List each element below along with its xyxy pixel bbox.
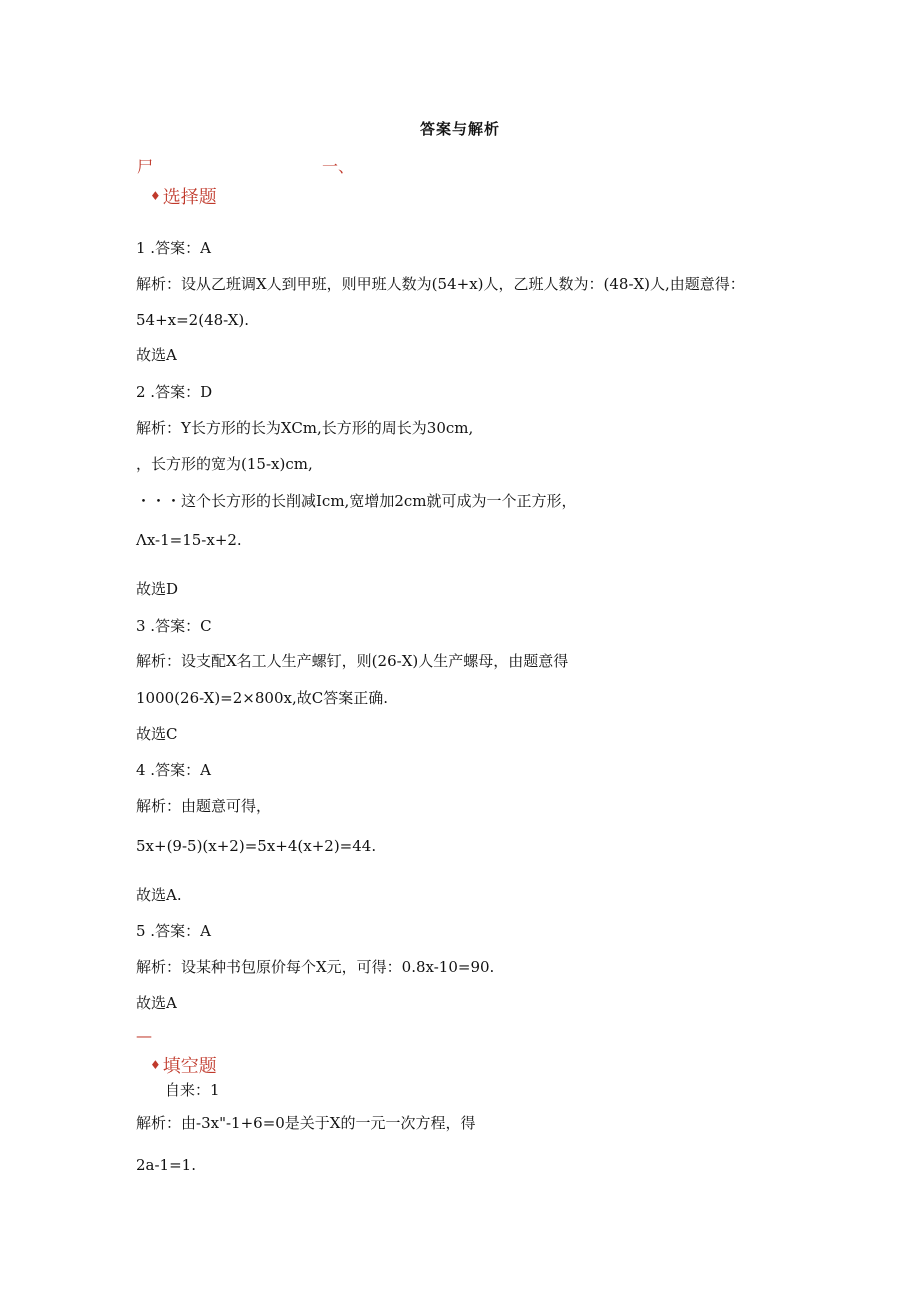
conclusion-line: 故选C xyxy=(136,725,178,743)
explanation-line: 解析：设某种书包原价每个X元，可得：0.8x-10=90. xyxy=(136,958,495,976)
answer-line: 1 .答案：A xyxy=(136,239,211,257)
section-heading-fill xyxy=(150,1052,217,1078)
explanation-line: 解析：设从乙班调X人到甲班，则甲班人数为(54+x)人，乙班人数为：(48-X)人,由题意得： xyxy=(136,275,745,293)
equation-line: 54+x=2(48-X). xyxy=(136,311,249,329)
page-title: 答案与解析 xyxy=(419,120,500,138)
answer-line: 自来：1 xyxy=(165,1081,220,1099)
explanation-line: ，长方形的宽为(15-x)cm, xyxy=(136,455,313,473)
conclusion-line: 故选A. xyxy=(136,886,182,904)
equation-line: Λx-1=15-x+2. xyxy=(136,531,242,549)
section-mark: 尸 xyxy=(137,157,154,176)
section-heading-label: 选择题 xyxy=(162,187,217,208)
conclusion-line: 故选A xyxy=(136,994,177,1012)
answer-line: 4 .答案：A xyxy=(136,761,211,779)
section-dash-mark: — xyxy=(136,1026,152,1045)
explanation-line: 解析：由题意可得， xyxy=(136,797,272,815)
explanation-line: ・・・这个长方形的长削减Icm,宽增加2cm就可成为一个正方形， xyxy=(136,492,577,510)
explanation-line: 解析：由-3x"-1+6=0是关于X的一元一次方程，得 xyxy=(136,1114,476,1132)
answer-line: 5 .答案：A xyxy=(136,922,211,940)
conclusion-line: 故选A xyxy=(136,346,177,364)
section-number: 一、 xyxy=(322,157,355,176)
section-heading-choice xyxy=(150,183,217,209)
answer-line: 2 .答案：D xyxy=(136,383,213,401)
diamond-bullet-icon: ♦ xyxy=(150,189,161,203)
equation-line: 5x+(9-5)(x+2)=5x+4(x+2)=44. xyxy=(136,837,377,855)
explanation-line: 解析：设支配X名工人生产螺钉，则(26-X)人生产螺母，由题意得 xyxy=(136,652,569,670)
diamond-bullet-icon: ♦ xyxy=(150,1058,161,1072)
equation-line: 2a-1=1. xyxy=(136,1156,196,1174)
answer-line: 3 .答案：C xyxy=(136,617,212,635)
conclusion-line: 故选D xyxy=(136,580,179,598)
equation-line: 1000(26-X)=2×800x,故C答案正确. xyxy=(136,689,388,707)
section-heading-label: 填空题 xyxy=(162,1056,217,1077)
explanation-line: 解析：Y长方形的长为XCm,长方形的周长为30cm, xyxy=(136,419,474,437)
